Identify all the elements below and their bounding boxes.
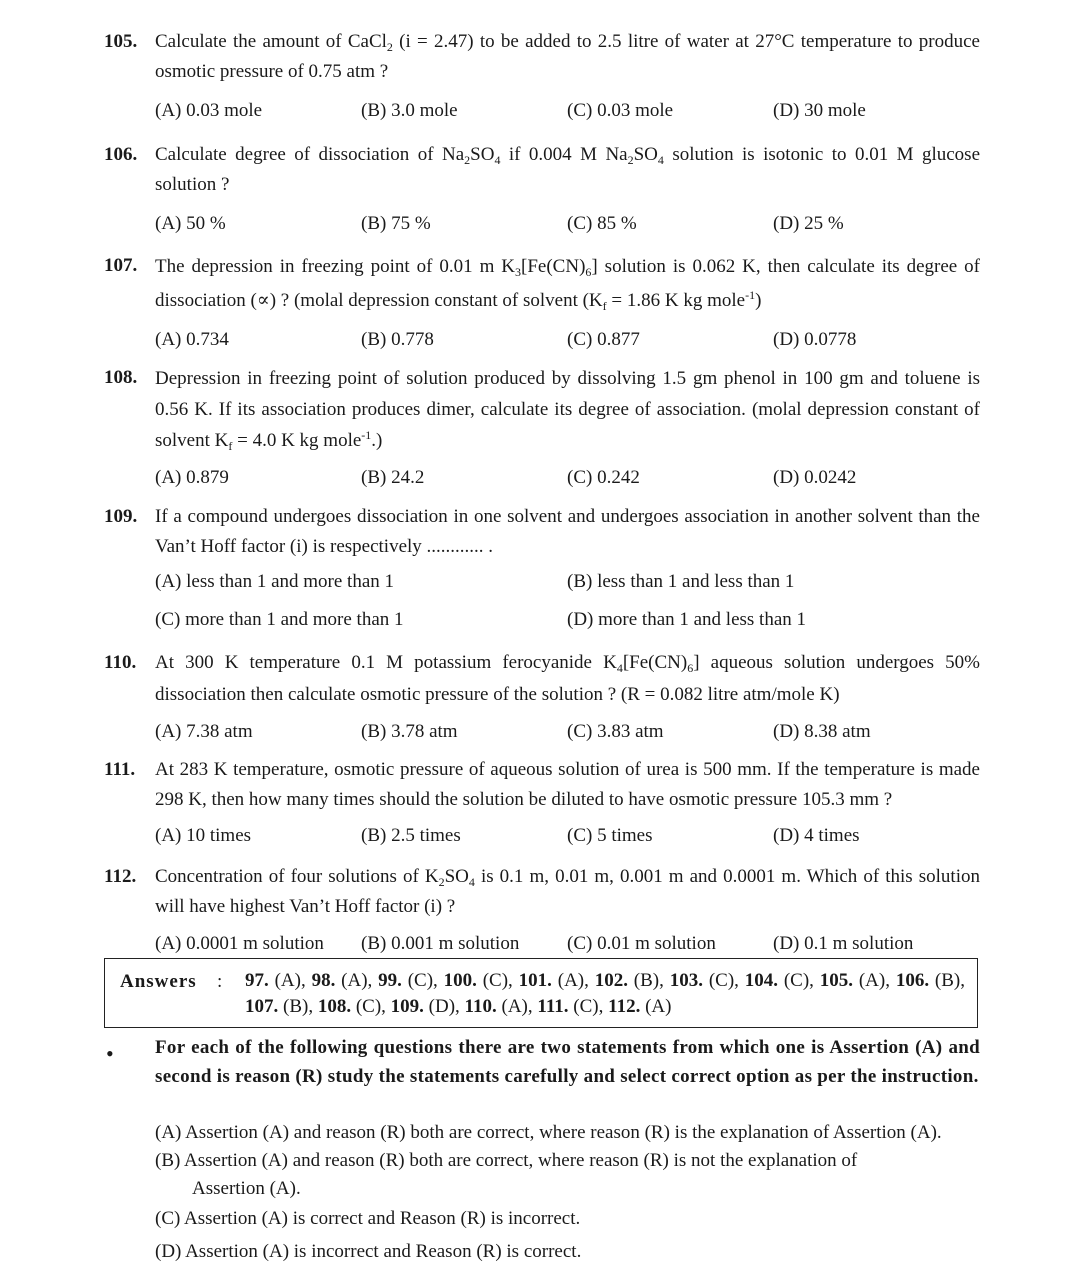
answer-item	[896, 970, 965, 991]
options-110	[155, 721, 980, 747]
ar-option-c	[155, 1205, 980, 1233]
question-number: 111.	[104, 759, 136, 780]
question-110	[104, 647, 980, 711]
answer-choice: (A),	[551, 970, 589, 991]
question-text: The depression in freezing point of 0.01 m $K_3[Fe(CN)_6]$ solution is 0.062 K, then calculate its degree of dissociation (∝) ? (molal depression constant of solvent ($K_f = 1.86$ K kg mole$^{-1}$)	[155, 256, 980, 313]
options-107	[155, 329, 980, 355]
answer-item	[820, 970, 890, 991]
answer-item	[318, 996, 386, 1017]
option-b: (B) 2.5 times	[361, 825, 461, 846]
answer-number: 104.	[744, 970, 778, 991]
answer-number: 101.	[518, 970, 552, 991]
answer-item	[312, 970, 373, 991]
answer-item	[245, 970, 306, 991]
option-d: (D) 25 %	[773, 213, 844, 234]
answer-item	[444, 970, 513, 991]
option-b: (B) less than 1 and less than 1	[567, 571, 795, 592]
answer-number: 100.	[443, 970, 477, 991]
option-b: (B) 75 %	[361, 213, 431, 234]
ar-option-d	[155, 1238, 980, 1266]
option-c: (C) 85 %	[567, 213, 637, 234]
option-b: (B) 3.0 mole	[361, 100, 458, 121]
ar-option-text: (B) Assertion (A) and reason (R) both are correct, where reason (R) is not the explanation of	[155, 1150, 858, 1171]
options-105	[155, 100, 980, 126]
option-d: (D) 0.0778	[773, 329, 857, 350]
option-d: (D) 8.38 atm	[773, 721, 871, 742]
answer-item	[537, 996, 603, 1017]
answer-item	[595, 970, 664, 991]
question-text: Calculate the amount of CaCl$_2$ (i = 2.47) to be added to 2.5 litre of water at 27°C temperature to produce osmotic pressure of 0.75 atm ?	[155, 31, 980, 82]
question-text: If a compound undergoes dissociation in one solvent and undergoes association in another solvent than the Van’t Hoff factor (i) is respectively ............ .	[155, 506, 980, 557]
question-number: 108.	[104, 367, 138, 388]
answers-list	[245, 968, 965, 1020]
option-c: (C) 0.877	[567, 329, 640, 350]
options-109-row1	[155, 571, 980, 597]
question-number: 112.	[104, 866, 137, 887]
ar-option-a	[155, 1119, 980, 1147]
answer-choice: (A),	[335, 970, 373, 991]
question-text: Depression in freezing point of solution produced by dissolving 1.5 gm phenol in 100 gm and toluene is 0.56 K. If its association produces dimer, calculate its degree of association. (molal depression constant of solvent $K_f = 4.0$ K kg mole$^{-1}$.)	[155, 368, 980, 453]
options-109-row2	[155, 609, 980, 635]
answers-label: Answers	[120, 971, 197, 992]
answer-number: 105.	[819, 970, 854, 991]
answer-choice: (B),	[278, 996, 314, 1017]
question-number: 107.	[104, 255, 138, 276]
option-d: (D) 30 mole	[773, 100, 866, 121]
option-a: (A) 10 times	[155, 825, 252, 846]
answer-choice: (C),	[401, 970, 438, 991]
answer-choice: (C),	[476, 970, 513, 991]
option-a: (A) 0.734	[155, 329, 229, 350]
answer-number: 99.	[378, 970, 402, 991]
option-a: (A) 7.38 atm	[155, 721, 253, 742]
option-c: (C) 3.83 atm	[567, 721, 664, 742]
option-d: (D) 0.0242	[773, 467, 857, 488]
answer-choice: (A),	[853, 970, 890, 991]
answer-item	[519, 970, 589, 991]
answer-number: 103.	[669, 970, 703, 991]
answer-item	[608, 996, 671, 1017]
option-a: (A) 0.03 mole	[155, 100, 263, 121]
answer-number: 106.	[895, 970, 930, 991]
answers-box	[104, 958, 978, 1028]
assertion-reason-instruction: For each of the following questions there are two statements from which one is Assertion (A) and second is reason (R) study the statements carefully and select correct option as per the instruction.	[155, 1037, 980, 1087]
options-112	[155, 933, 980, 959]
answer-number: 112.	[608, 996, 641, 1017]
option-c: (C) 0.242	[567, 467, 640, 488]
option-a: (A) 0.879	[155, 467, 229, 488]
option-c: (C) 0.03 mole	[567, 100, 674, 121]
bullet-point: •	[106, 1041, 114, 1066]
answer-choice: (D),	[423, 996, 460, 1017]
option-b: (B) 0.001 m solution	[361, 933, 520, 954]
option-d: (D) 4 times	[773, 825, 860, 846]
question-109	[104, 502, 980, 562]
question-112	[104, 862, 980, 922]
answer-item	[465, 996, 533, 1017]
question-106	[104, 140, 980, 200]
question-text: At 300 K temperature 0.1 M potassium ferocyanide $K_4[Fe(CN)_6]$ aqueous solution undergoes 50% dissociation then calculate osmotic pressure of the solution ? (R = 0.082 litre atm/mole K)	[155, 652, 980, 705]
question-105	[104, 27, 980, 87]
option-d: (D) more than 1 and less than 1	[567, 609, 807, 630]
answer-choice: (C),	[351, 996, 386, 1017]
answer-item	[670, 970, 739, 991]
ar-option-text: (C) Assertion (A) is correct and Reason (R) is incorrect.	[155, 1208, 581, 1229]
option-b: (B) 3.78 atm	[361, 721, 458, 742]
question-111	[104, 755, 980, 815]
question-number: 106.	[104, 144, 138, 165]
answer-number: 98.	[311, 970, 336, 991]
ar-option-text: (A) Assertion (A) and reason (R) both are correct, where reason (R) is the explanation of Assertion (A).	[155, 1122, 942, 1143]
answer-number: 97.	[245, 970, 269, 991]
answer-choice: (A),	[268, 970, 306, 991]
question-107	[104, 250, 980, 318]
answer-number: 108.	[317, 996, 352, 1017]
question-108	[104, 363, 980, 456]
option-c: (C) more than 1 and more than 1	[155, 609, 404, 630]
question-number: 109.	[104, 506, 138, 527]
option-b: (B) 24.2	[361, 467, 425, 488]
answer-choice: (C),	[778, 970, 814, 991]
answer-item	[391, 996, 460, 1017]
answer-number: 107.	[245, 996, 279, 1017]
ar-option-text-continued: Assertion (A).	[192, 1178, 301, 1199]
answer-number: 111.	[537, 996, 569, 1017]
question-text: At 283 K temperature, osmotic pressure of aqueous solution of urea is 500 mm. If the temperature is made 298 K, then how many times should the solution be diluted to have osmotic pressure 105.3 mm ?	[155, 759, 980, 810]
answer-item	[378, 970, 438, 991]
question-number: 105.	[104, 31, 138, 52]
answer-item	[745, 970, 814, 991]
options-108	[155, 467, 980, 493]
answer-choice: (C),	[568, 996, 604, 1017]
option-c: (C) 0.01 m solution	[567, 933, 716, 954]
question-text: Concentration of four solutions of $K_2SO_4$ is 0.1 m, 0.01 m, 0.001 m and 0.0001 m. Which of this solution will have highest Van’t Hoff factor (i) ?	[155, 866, 980, 917]
answer-choice: (B),	[929, 970, 965, 991]
answer-choice: (A)	[640, 996, 672, 1017]
answer-number: 110.	[464, 996, 497, 1017]
option-b: (B) 0.778	[361, 329, 434, 350]
answer-choice: (C),	[702, 970, 739, 991]
option-d: (D) 0.1 m solution	[773, 933, 914, 954]
answers-colon: :	[217, 971, 223, 992]
answer-item	[245, 996, 313, 1017]
option-a: (A) less than 1 and more than 1	[155, 571, 395, 592]
options-106	[155, 213, 980, 239]
ar-option-text: (D) Assertion (A) is incorrect and Reason (R) is correct.	[155, 1241, 582, 1262]
ar-option-b	[155, 1147, 980, 1203]
question-text: Calculate degree of dissociation of $Na_2SO_4$ if 0.004 M $Na_2SO_4$ solution is isotonic to 0.01 M glucose solution ?	[155, 144, 981, 195]
option-a: (A) 50 %	[155, 213, 226, 234]
answer-choice: (B),	[627, 970, 664, 991]
option-a: (A) 0.0001 m solution	[155, 933, 324, 954]
option-c: (C) 5 times	[567, 825, 653, 846]
question-number: 110.	[104, 652, 137, 673]
answer-number: 102.	[594, 970, 628, 991]
answer-number: 109.	[390, 996, 424, 1017]
answer-choice: (A),	[496, 996, 533, 1017]
options-111	[155, 825, 980, 851]
